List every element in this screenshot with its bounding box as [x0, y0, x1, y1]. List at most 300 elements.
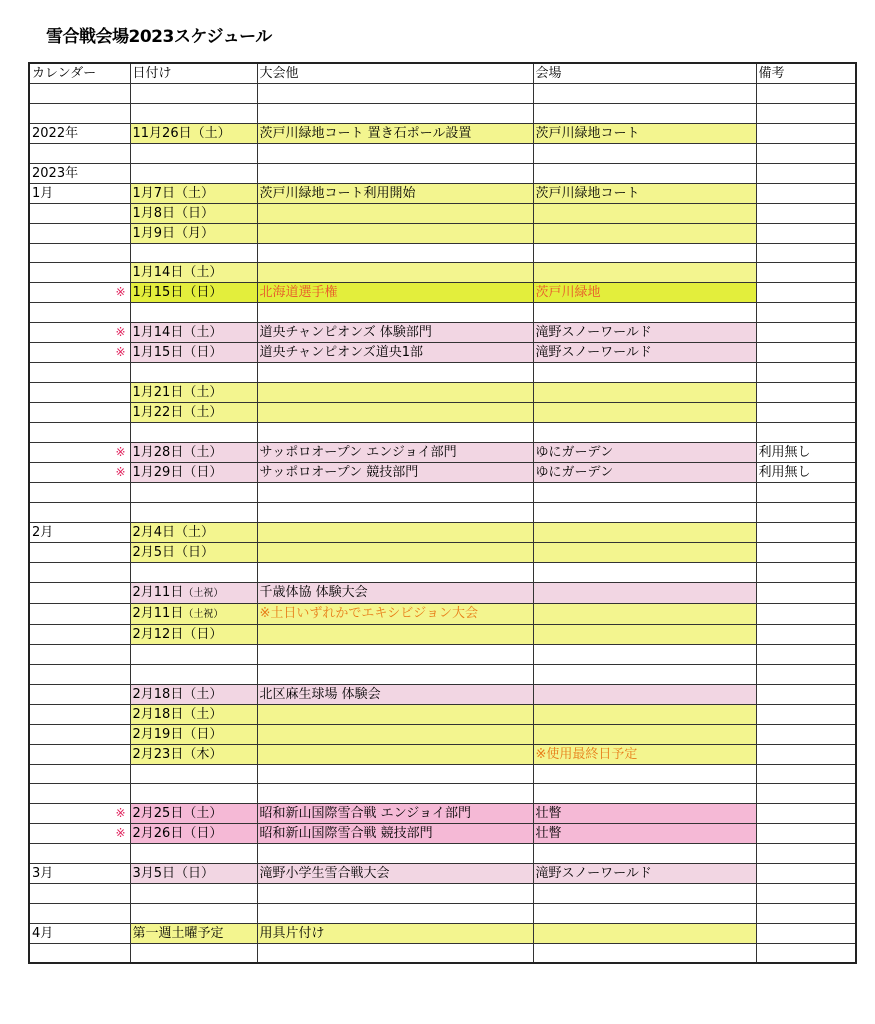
- table-row: [29, 804, 856, 824]
- event-cell: [257, 403, 533, 423]
- table-row: [29, 263, 856, 283]
- date-cell: [130, 223, 257, 243]
- venue-cell: 滝野スノーワールド: [533, 864, 756, 884]
- date-cell: [130, 764, 257, 784]
- date-cell: [130, 243, 257, 263]
- event-cell: 用具片付け: [257, 924, 533, 944]
- venue-cell: [533, 203, 756, 223]
- event-cell: [257, 704, 533, 724]
- event-cell: 北海道選手権: [257, 283, 533, 303]
- date-text: 2月4日（土）: [132, 524, 215, 540]
- header-note: 備考: [756, 63, 856, 84]
- date-text: 2月23日（木）: [132, 746, 223, 762]
- event-cell: [257, 84, 533, 104]
- venue-cell: [533, 644, 756, 664]
- event-cell: [257, 664, 533, 684]
- venue-cell: [533, 704, 756, 724]
- event-cell: [257, 724, 533, 744]
- event-cell: [257, 103, 533, 123]
- calendar-cell: [29, 542, 130, 562]
- event-cell: [257, 624, 533, 644]
- table-row: [29, 443, 856, 463]
- event-cell: [257, 243, 533, 263]
- venue-cell: [533, 764, 756, 784]
- venue-cell: [533, 724, 756, 744]
- calendar-label: 2月: [32, 524, 54, 540]
- schedule-table: [28, 62, 857, 964]
- note-cell: [756, 483, 856, 503]
- venue-cell: 壮瞥: [533, 824, 756, 844]
- date-cell: [130, 724, 257, 744]
- calendar-label: 2022年: [32, 125, 79, 141]
- note-cell: [756, 724, 856, 744]
- calendar-cell: [29, 664, 130, 684]
- date-cell: [130, 904, 257, 924]
- calendar-cell: [29, 223, 130, 243]
- calendar-cell: [29, 263, 130, 283]
- date-cell: [130, 403, 257, 423]
- date-weekday-small: （土祝）: [183, 587, 224, 599]
- venue-cell: [533, 483, 756, 503]
- date-text: 2月25日（土）: [132, 806, 223, 822]
- table-row: [29, 283, 856, 303]
- date-text: 1月14日（土）: [132, 265, 223, 281]
- note-cell: [756, 263, 856, 283]
- event-cell: [257, 542, 533, 562]
- calendar-cell: [29, 824, 130, 844]
- table-row: [29, 844, 856, 864]
- calendar-cell: [29, 904, 130, 924]
- date-cell: [130, 423, 257, 443]
- note-cell: [756, 163, 856, 183]
- calendar-cell: [29, 283, 130, 303]
- event-cell: [257, 844, 533, 864]
- calendar-cell: [29, 343, 130, 363]
- note-cell: [756, 704, 856, 724]
- calendar-cell: [29, 884, 130, 904]
- table-row: [29, 522, 856, 542]
- table-row: [29, 463, 856, 483]
- venue-cell: [533, 844, 756, 864]
- note-cell: [756, 664, 856, 684]
- note-mark: ※: [115, 285, 126, 300]
- note-mark: ※: [115, 806, 126, 821]
- date-cell: [130, 522, 257, 542]
- calendar-cell: [29, 103, 130, 123]
- date-cell: [130, 363, 257, 383]
- table-row: [29, 764, 856, 784]
- event-cell: 道央チャンピオンズ道央1部: [257, 343, 533, 363]
- date-cell: [130, 303, 257, 323]
- date-cell: [130, 123, 257, 143]
- date-text: 1月15日（日）: [132, 345, 223, 361]
- date-cell: [130, 884, 257, 904]
- header-event: 大会他: [257, 63, 533, 84]
- date-cell: [130, 844, 257, 864]
- note-mark: ※: [115, 325, 126, 340]
- calendar-cell: [29, 864, 130, 884]
- venue-cell: 茨戸川緑地コート: [533, 183, 756, 203]
- table-row: [29, 704, 856, 724]
- calendar-cell: [29, 764, 130, 784]
- calendar-cell: [29, 704, 130, 724]
- date-cell: [130, 463, 257, 483]
- note-cell: [756, 582, 856, 603]
- calendar-cell: [29, 483, 130, 503]
- venue-cell: [533, 522, 756, 542]
- date-cell: [130, 562, 257, 582]
- table-row: [29, 503, 856, 523]
- event-cell: 茨戸川緑地コート利用開始: [257, 183, 533, 203]
- calendar-cell: [29, 944, 130, 964]
- date-cell: [130, 103, 257, 123]
- venue-cell: ゆにガーデン: [533, 463, 756, 483]
- date-text: 2月18日（土）: [132, 706, 223, 722]
- header-calendar: カレンダー: [29, 63, 130, 84]
- table-row: [29, 343, 856, 363]
- note-cell: [756, 744, 856, 764]
- date-cell: [130, 944, 257, 964]
- date-cell: [130, 804, 257, 824]
- event-cell: [257, 203, 533, 223]
- calendar-label: 3月: [32, 866, 54, 882]
- date-cell: [130, 824, 257, 844]
- note-cell: [756, 684, 856, 704]
- calendar-cell: [29, 724, 130, 744]
- date-text: 1月28日（土）: [132, 445, 223, 461]
- note-cell: [756, 123, 856, 143]
- table-row: [29, 603, 856, 624]
- note-mark: ※: [115, 826, 126, 841]
- note-cell: [756, 303, 856, 323]
- table-row: [29, 243, 856, 263]
- event-cell: [257, 303, 533, 323]
- header-row: [29, 63, 856, 84]
- calendar-cell: [29, 804, 130, 824]
- note-cell: [756, 603, 856, 624]
- event-cell: [257, 163, 533, 183]
- date-cell: [130, 644, 257, 664]
- table-row: [29, 944, 856, 964]
- table-row: [29, 323, 856, 343]
- date-weekday-small: （土祝）: [183, 608, 224, 620]
- venue-cell: [533, 603, 756, 624]
- note-cell: [756, 904, 856, 924]
- table-row: [29, 363, 856, 383]
- note-cell: [756, 143, 856, 163]
- table-row: [29, 163, 856, 183]
- venue-cell: [533, 582, 756, 603]
- venue-cell: [533, 243, 756, 263]
- table-row: [29, 203, 856, 223]
- venue-cell: 茨戸川緑地: [533, 283, 756, 303]
- event-cell: [257, 764, 533, 784]
- date-text: 3月5日（日）: [132, 866, 215, 882]
- note-mark: ※: [115, 345, 126, 360]
- date-cell: [130, 924, 257, 944]
- note-cell: [756, 423, 856, 443]
- note-cell: [756, 624, 856, 644]
- venue-cell: [533, 363, 756, 383]
- note-cell: [756, 804, 856, 824]
- venue-cell: [533, 84, 756, 104]
- calendar-cell: [29, 423, 130, 443]
- calendar-label: 2023年: [32, 165, 79, 181]
- date-cell: [130, 624, 257, 644]
- table-row: [29, 562, 856, 582]
- date-text: 1月9日（月）: [132, 225, 215, 241]
- date-cell: [130, 263, 257, 283]
- event-cell: [257, 522, 533, 542]
- date-cell: [130, 542, 257, 562]
- note-cell: [756, 183, 856, 203]
- event-cell: 茨戸川緑地コート 置き石ポール設置: [257, 123, 533, 143]
- table-row: [29, 724, 856, 744]
- event-cell: 滝野小学生雪合戦大会: [257, 864, 533, 884]
- event-cell: [257, 383, 533, 403]
- venue-cell: [533, 542, 756, 562]
- note-cell: [756, 562, 856, 582]
- date-text: 1月14日（土）: [132, 325, 223, 341]
- venue-cell: [533, 143, 756, 163]
- calendar-cell: [29, 562, 130, 582]
- note-cell: [756, 864, 856, 884]
- venue-cell: ※使用最終日予定: [533, 744, 756, 764]
- date-cell: [130, 443, 257, 463]
- calendar-cell: [29, 403, 130, 423]
- venue-cell: [533, 624, 756, 644]
- event-cell: [257, 503, 533, 523]
- calendar-cell: [29, 522, 130, 542]
- event-cell: [257, 904, 533, 924]
- note-cell: [756, 223, 856, 243]
- venue-cell: [533, 303, 756, 323]
- date-cell: [130, 203, 257, 223]
- calendar-cell: [29, 303, 130, 323]
- event-cell: [257, 562, 533, 582]
- calendar-cell: [29, 503, 130, 523]
- event-cell: サッポロオープン エンジョイ部門: [257, 443, 533, 463]
- event-cell: ※土日いずれかでエキシビジョン大会: [257, 603, 533, 624]
- table-row: [29, 183, 856, 203]
- calendar-cell: [29, 603, 130, 624]
- note-cell: [756, 103, 856, 123]
- date-cell: [130, 744, 257, 764]
- calendar-cell: [29, 243, 130, 263]
- event-cell: [257, 223, 533, 243]
- note-cell: 利用無し: [756, 463, 856, 483]
- note-cell: [756, 884, 856, 904]
- note-cell: [756, 784, 856, 804]
- venue-cell: [533, 784, 756, 804]
- date-cell: [130, 684, 257, 704]
- calendar-cell: [29, 143, 130, 163]
- date-text: 2月18日（土）: [132, 686, 223, 702]
- event-cell: [257, 263, 533, 283]
- table-row: [29, 664, 856, 684]
- note-cell: [756, 283, 856, 303]
- venue-cell: 滝野スノーワールド: [533, 323, 756, 343]
- event-cell: サッポロオープン 競技部門: [257, 463, 533, 483]
- note-mark: ※: [115, 465, 126, 480]
- date-cell: [130, 283, 257, 303]
- date-cell: [130, 503, 257, 523]
- date-text: 1月7日（土）: [132, 185, 215, 201]
- event-cell: 千歳体協 体験大会: [257, 582, 533, 603]
- table-row: [29, 904, 856, 924]
- note-cell: [756, 644, 856, 664]
- date-text: 2月19日（日）: [132, 726, 223, 742]
- date-cell: [130, 383, 257, 403]
- note-cell: [756, 503, 856, 523]
- venue-cell: [533, 103, 756, 123]
- calendar-cell: [29, 644, 130, 664]
- calendar-cell: [29, 582, 130, 603]
- calendar-cell: [29, 684, 130, 704]
- note-cell: [756, 243, 856, 263]
- table-row: [29, 303, 856, 323]
- event-cell: [257, 944, 533, 964]
- table-row: [29, 624, 856, 644]
- calendar-cell: [29, 924, 130, 944]
- date-text: 2月26日（日）: [132, 826, 223, 842]
- event-cell: 昭和新山国際雪合戦 競技部門: [257, 824, 533, 844]
- event-cell: [257, 644, 533, 664]
- calendar-cell: [29, 203, 130, 223]
- date-cell: [130, 143, 257, 163]
- venue-cell: [533, 163, 756, 183]
- date-text: 2月11日: [132, 605, 184, 621]
- venue-cell: 茨戸川緑地コート: [533, 123, 756, 143]
- header-venue: 会場: [533, 63, 756, 84]
- table-row: [29, 123, 856, 143]
- note-cell: [756, 403, 856, 423]
- event-cell: [257, 423, 533, 443]
- calendar-label: 4月: [32, 926, 54, 942]
- event-cell: [257, 143, 533, 163]
- date-cell: [130, 483, 257, 503]
- venue-cell: [533, 403, 756, 423]
- calendar-cell: [29, 183, 130, 203]
- table-row: [29, 684, 856, 704]
- event-cell: [257, 784, 533, 804]
- note-cell: [756, 944, 856, 964]
- calendar-cell: [29, 383, 130, 403]
- calendar-cell: [29, 163, 130, 183]
- venue-cell: [533, 944, 756, 964]
- date-text: 1月8日（日）: [132, 205, 215, 221]
- table-row: [29, 103, 856, 123]
- date-text: 2月12日（日）: [132, 626, 223, 642]
- calendar-cell: [29, 363, 130, 383]
- date-text: 1月15日（日）: [132, 285, 223, 301]
- venue-cell: [533, 884, 756, 904]
- page-title: 雪合戦会場2023スケジュール: [46, 27, 272, 47]
- header-date: 日付け: [130, 63, 257, 84]
- note-cell: [756, 522, 856, 542]
- date-cell: [130, 704, 257, 724]
- venue-cell: ゆにガーデン: [533, 443, 756, 463]
- note-cell: [756, 343, 856, 363]
- table-row: [29, 383, 856, 403]
- table-row: [29, 84, 856, 104]
- table-row: [29, 423, 856, 443]
- event-cell: 道央チャンピオンズ 体験部門: [257, 323, 533, 343]
- event-cell: [257, 483, 533, 503]
- venue-cell: 壮瞥: [533, 804, 756, 824]
- date-text: 1月22日（土）: [132, 405, 223, 421]
- table-row: [29, 824, 856, 844]
- date-text: 1月21日（土）: [132, 385, 223, 401]
- date-text: 1月29日（日）: [132, 465, 223, 481]
- event-cell: 北区麻生球場 体験会: [257, 684, 533, 704]
- calendar-cell: [29, 463, 130, 483]
- table-row: [29, 924, 856, 944]
- note-cell: [756, 363, 856, 383]
- event-cell: [257, 744, 533, 764]
- date-text: 11月26日（土）: [132, 125, 231, 141]
- table-row: [29, 483, 856, 503]
- note-cell: 利用無し: [756, 443, 856, 463]
- table-row: [29, 223, 856, 243]
- calendar-cell: [29, 84, 130, 104]
- table-row: [29, 143, 856, 163]
- venue-cell: [533, 562, 756, 582]
- table-row: [29, 884, 856, 904]
- event-cell: 昭和新山国際雪合戦 エンジョイ部門: [257, 804, 533, 824]
- calendar-cell: [29, 323, 130, 343]
- note-cell: [756, 203, 856, 223]
- note-cell: [756, 924, 856, 944]
- table-row: [29, 864, 856, 884]
- venue-cell: [533, 924, 756, 944]
- calendar-cell: [29, 624, 130, 644]
- calendar-cell: [29, 844, 130, 864]
- note-cell: [756, 542, 856, 562]
- date-cell: [130, 183, 257, 203]
- date-cell: [130, 784, 257, 804]
- event-cell: [257, 884, 533, 904]
- table-row: [29, 542, 856, 562]
- date-cell: [130, 603, 257, 624]
- note-cell: [756, 844, 856, 864]
- calendar-cell: [29, 744, 130, 764]
- date-cell: [130, 163, 257, 183]
- note-cell: [756, 824, 856, 844]
- date-text: 第一週土曜予定: [132, 926, 224, 942]
- note-cell: [756, 323, 856, 343]
- note-cell: [756, 383, 856, 403]
- table-row: [29, 644, 856, 664]
- table-row: [29, 582, 856, 603]
- venue-cell: [533, 664, 756, 684]
- date-cell: [130, 343, 257, 363]
- calendar-cell: [29, 123, 130, 143]
- note-cell: [756, 84, 856, 104]
- date-text: 2月11日: [132, 584, 184, 600]
- event-cell: [257, 363, 533, 383]
- venue-cell: [533, 263, 756, 283]
- venue-cell: 滝野スノーワールド: [533, 343, 756, 363]
- date-cell: [130, 582, 257, 603]
- venue-cell: [533, 223, 756, 243]
- venue-cell: [533, 503, 756, 523]
- table-row: [29, 744, 856, 764]
- venue-cell: [533, 904, 756, 924]
- calendar-cell: [29, 784, 130, 804]
- table-row: [29, 403, 856, 423]
- calendar-label: 1月: [32, 185, 54, 201]
